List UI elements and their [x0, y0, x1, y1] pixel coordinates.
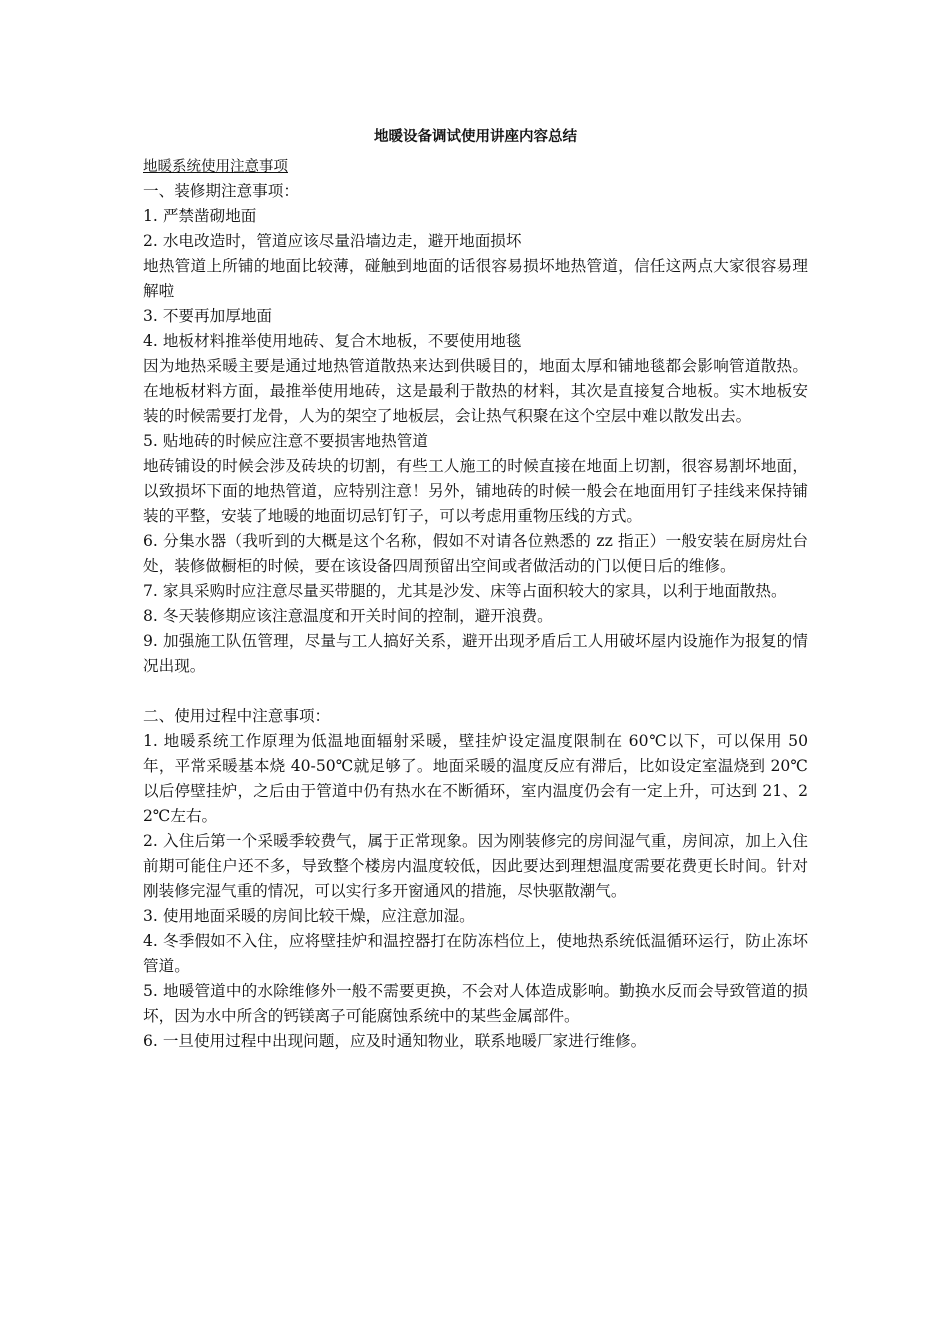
blank-line: [143, 679, 808, 704]
section-1-paragraph: 1. 严禁凿砌地面: [143, 207, 257, 225]
section-1-paragraph: 7. 家具采购时应注意尽量买带腿的，尤其是沙发、床等占面积较大的家具，以利于地面散热。: [143, 582, 787, 600]
section-1-paragraph: 地热管道上所铺的地面比较薄，碰触到地面的话很容易损坏地热管道，信任这两点大家很容易理解啦: [143, 257, 808, 300]
section-2-paragraph: 6. 一旦使用过程中出现问题，应及时通知物业，联系地暖厂家进行维修。: [143, 1032, 647, 1050]
section-2-paragraph: 3. 使用地面采暖的房间比较干燥，应注意加湿。: [143, 907, 475, 925]
section-2-paragraph: 1. 地暖系统工作原理为低温地面辐射采暖，壁挂炉设定温度限制在 60℃以下，可以保用 50 年，平常采暖基本烧 40-50℃就足够了。地面采暖的温度反应有滞后，比如设定室温烧到 20℃以后停壁挂炉，之后由于管道中仍有热水在不断循环，室内温度仍会有一定上升，可达到 21、22℃左右。: [143, 732, 808, 825]
section-2-paragraph: 2. 入住后第一个采暖季较费气，属于正常现象。因为刚装修完的房间湿气重，房间凉，加上入住前期可能住户还不多，导致整个楼房内温度较低，因此要达到理想温度需要花费更长时间。针对刚装修完湿气重的情况，可以实行多开窗通风的措施，尽快驱散潮气。: [143, 832, 808, 900]
section-1-paragraph: 地砖铺设的时候会涉及砖块的切割，有些工人施工的时候直接在地面上切割，很容易割坏地面，以致损坏下面的地热管道，应特别注意！另外，铺地砖的时候一般会在地面用钉子挂线来保持铺装的平整，安装了地暖的地面切忌钉钉子，可以考虑用重物压线的方式。: [143, 457, 808, 525]
section-1-paragraph: 8. 冬天装修期应该注意温度和开关时间的控制，避开浪费。: [143, 607, 553, 625]
section-1-heading: 一、装修期注意事项：: [143, 182, 299, 200]
document-subtitle: 地暖系统使用注意事项: [143, 159, 288, 175]
section-2-paragraph: 4. 冬季假如不入住，应将壁挂炉和温控器打在防冻档位上，使地热系统低温循环运行，防止冻坏管道。: [143, 932, 808, 975]
document-title: 地暖设备调试使用讲座内容总结: [374, 128, 577, 145]
section-2-paragraph: 5. 地暖管道中的水除维修外一般不需要更换，不会对人体造成影响。勤换水反而会导致管道的损坏，因为水中所含的钙镁离子可能腐蚀系统中的某些金属部件。: [143, 982, 808, 1025]
section-1-paragraph: 3. 不要再加厚地面: [143, 307, 272, 325]
section-1-paragraph: 因为地热采暖主要是通过地热管道散热来达到供暖目的，地面太厚和铺地毯都会影响管道散热。在地板材料方面，最推举使用地砖，这是最利于散热的材料，其次是直接复合地板。实木地板安装的时候需要打龙骨，人为的架空了地板层，会让热气积聚在这个空层中难以散发出去。: [143, 357, 808, 425]
section-2-heading: 二、使用过程中注意事项：: [143, 707, 331, 725]
section-1-paragraph: 5. 贴地砖的时候应注意不要损害地热管道: [143, 432, 428, 450]
section-1-paragraph: 6. 分集水器（我听到的大概是这个名称，假如不对请各位熟悉的 zz 指正）一般安装在厨房灶台处，装修做橱柜的时候，要在该设备四周预留出空间或者做活动的门以便日后的维修。: [143, 532, 808, 575]
section-1-paragraph: 2. 水电改造时，管道应该尽量沿墙边走，避开地面损坏: [143, 232, 522, 250]
section-1-paragraph: 9. 加强施工队伍管理，尽量与工人搞好关系，避开出现矛盾后工人用破坏屋内设施作为报复的情况出现。: [143, 632, 808, 675]
section-1-paragraph: 4. 地板材料推举使用地砖、复合木地板，不要使用地毯: [143, 332, 522, 350]
document-page: [143, 120, 808, 1054]
